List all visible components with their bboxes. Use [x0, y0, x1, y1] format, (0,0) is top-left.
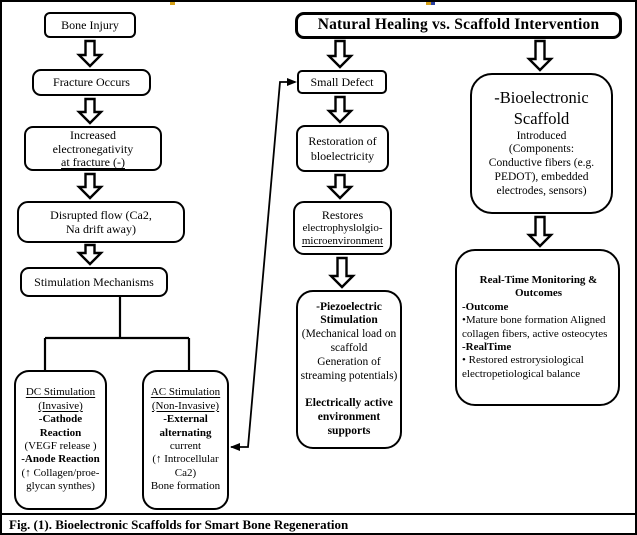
node-text-line: (Mechanical load on: [301, 328, 397, 341]
node-text-line: (Components:: [508, 143, 575, 156]
down-arrow-icon: [331, 258, 353, 287]
node-text-line: Fracture Occurs: [53, 75, 130, 90]
arrowhead-into-small-defect: [287, 78, 297, 86]
node-text-line: -Outcome: [462, 300, 509, 313]
node-text-line: bloelectricity: [310, 148, 375, 163]
down-arrow-icon: [329, 175, 351, 198]
node-realtime-monitoring: [455, 249, 620, 406]
node-restoration-bioelectricity: [296, 125, 389, 172]
node-text-line: Generation of: [317, 355, 381, 368]
node-text-line: -Bioelectronic: [494, 88, 589, 108]
down-arrow-icon: [329, 41, 351, 67]
node-text-line: supports: [327, 424, 371, 437]
node-text-line: Reaction: [39, 426, 82, 439]
node-text-line: PEDOT), embedded: [494, 171, 589, 184]
figure-title: Natural Healing vs. Scaffold Intervention: [317, 16, 600, 34]
node-text-line: Electrically active: [305, 397, 393, 410]
top-gold-tick-left: [170, 2, 175, 5]
top-blue-tick: [431, 2, 435, 5]
node-small-defect: [297, 70, 387, 94]
node-text-line: streaming potentials): [300, 369, 398, 382]
node-text-line: Outcomes: [514, 287, 563, 300]
node-text-line: (Invasive): [38, 399, 83, 412]
node-text-line: Bone Injury: [61, 17, 119, 32]
node-text-line: environment: [317, 410, 381, 423]
node-fracture-occurs: [32, 69, 151, 96]
figure-caption: Fig. (1). Bioelectronic Scaffolds for Smart Bone Regeneration: [9, 517, 349, 532]
node-text-line: Real-Time Monitoring &: [479, 273, 598, 286]
caption-top-rule: [2, 513, 635, 515]
node-text-line: (↑ Introcellular: [152, 453, 219, 466]
down-arrow-icon: [79, 245, 101, 264]
node-bioelectronic-scaffold: [470, 73, 613, 214]
node-bone-injury: [44, 12, 136, 38]
node-text-line: (Non-Invasive): [151, 399, 220, 412]
node-text-line: Restores: [321, 207, 364, 222]
node-text-line: [298, 383, 400, 397]
node-restores-microenvironment: [293, 201, 392, 255]
node-stimulation-mechanisms: [20, 267, 168, 297]
node-text-line: (VEGF release ): [24, 440, 97, 452]
stimulation-branch-lines: [45, 296, 189, 372]
down-arrow-icon: [79, 41, 101, 66]
node-increased-electronegativity: [24, 126, 162, 171]
ac-to-small-defect-line: [231, 82, 295, 447]
node-text-line: Scaffold: [513, 109, 570, 128]
node-text-line: Ca2): [174, 466, 197, 479]
node-text-line: Disrupted flow (Ca2,: [50, 207, 152, 222]
node-text-line: Restoration of: [308, 134, 377, 149]
node-dc-stimulation: [14, 370, 107, 510]
node-text-line: -RealTime: [462, 340, 512, 353]
node-text-line: •Mature bone formation Aligned: [462, 314, 606, 327]
down-arrow-icon: [79, 174, 101, 198]
node-text-line: current: [169, 440, 202, 452]
down-arrow-icon: [529, 41, 551, 70]
node-text-line: Stimulation: [320, 314, 378, 327]
node-text-line: -Anode Reaction: [21, 453, 100, 466]
down-arrow-icon: [79, 99, 101, 123]
node-text-line: (↑ Collagen/proe-: [21, 466, 100, 479]
arrowhead-into-ac-box: [230, 443, 240, 451]
node-text-line: alternating: [159, 426, 212, 439]
node-text-line: Increased: [70, 128, 116, 142]
node-text-line: electrophyslolgio-: [302, 222, 383, 235]
node-disrupted-flow: [17, 201, 185, 243]
node-text-line: electronegativity: [52, 141, 134, 156]
node-text-line: scaffold: [330, 341, 368, 354]
node-text-line: Bone formation: [150, 480, 221, 493]
down-arrow-icon: [529, 217, 551, 246]
node-text-line: -External: [163, 413, 208, 426]
node-text-line: collagen fibers, active osteocytes: [462, 327, 608, 340]
node-ac-stimulation: [142, 370, 229, 510]
node-text-line: Na drift away): [66, 222, 136, 236]
node-text-line: Conductive fibers (e.g.: [488, 157, 595, 170]
node-text-line: glycan synthes): [26, 480, 95, 493]
node-text-line: electropetiological balance: [462, 367, 581, 380]
node-text-line: electrodes, sensors): [496, 184, 587, 197]
node-text-line: DC Stimulation: [25, 386, 96, 399]
node-text-line: at fracture (-): [61, 155, 125, 170]
node-text-line: Stimulation Mechanisms: [34, 274, 154, 289]
node-text-line: -Piezoelectric: [316, 300, 382, 313]
node-text-line: • Restored estrorysiological: [462, 354, 584, 367]
node-piezoelectric-stimulation: [296, 290, 402, 449]
node-text-line: AC Stimulation: [150, 386, 221, 399]
title-box: [295, 12, 622, 39]
down-arrow-icon: [329, 97, 351, 122]
node-text-line: Small Defect: [310, 74, 374, 89]
node-text-line: Introduced: [516, 129, 567, 142]
node-text-line: microenvironment: [301, 235, 384, 248]
node-text-line: -Cathode: [38, 413, 83, 426]
